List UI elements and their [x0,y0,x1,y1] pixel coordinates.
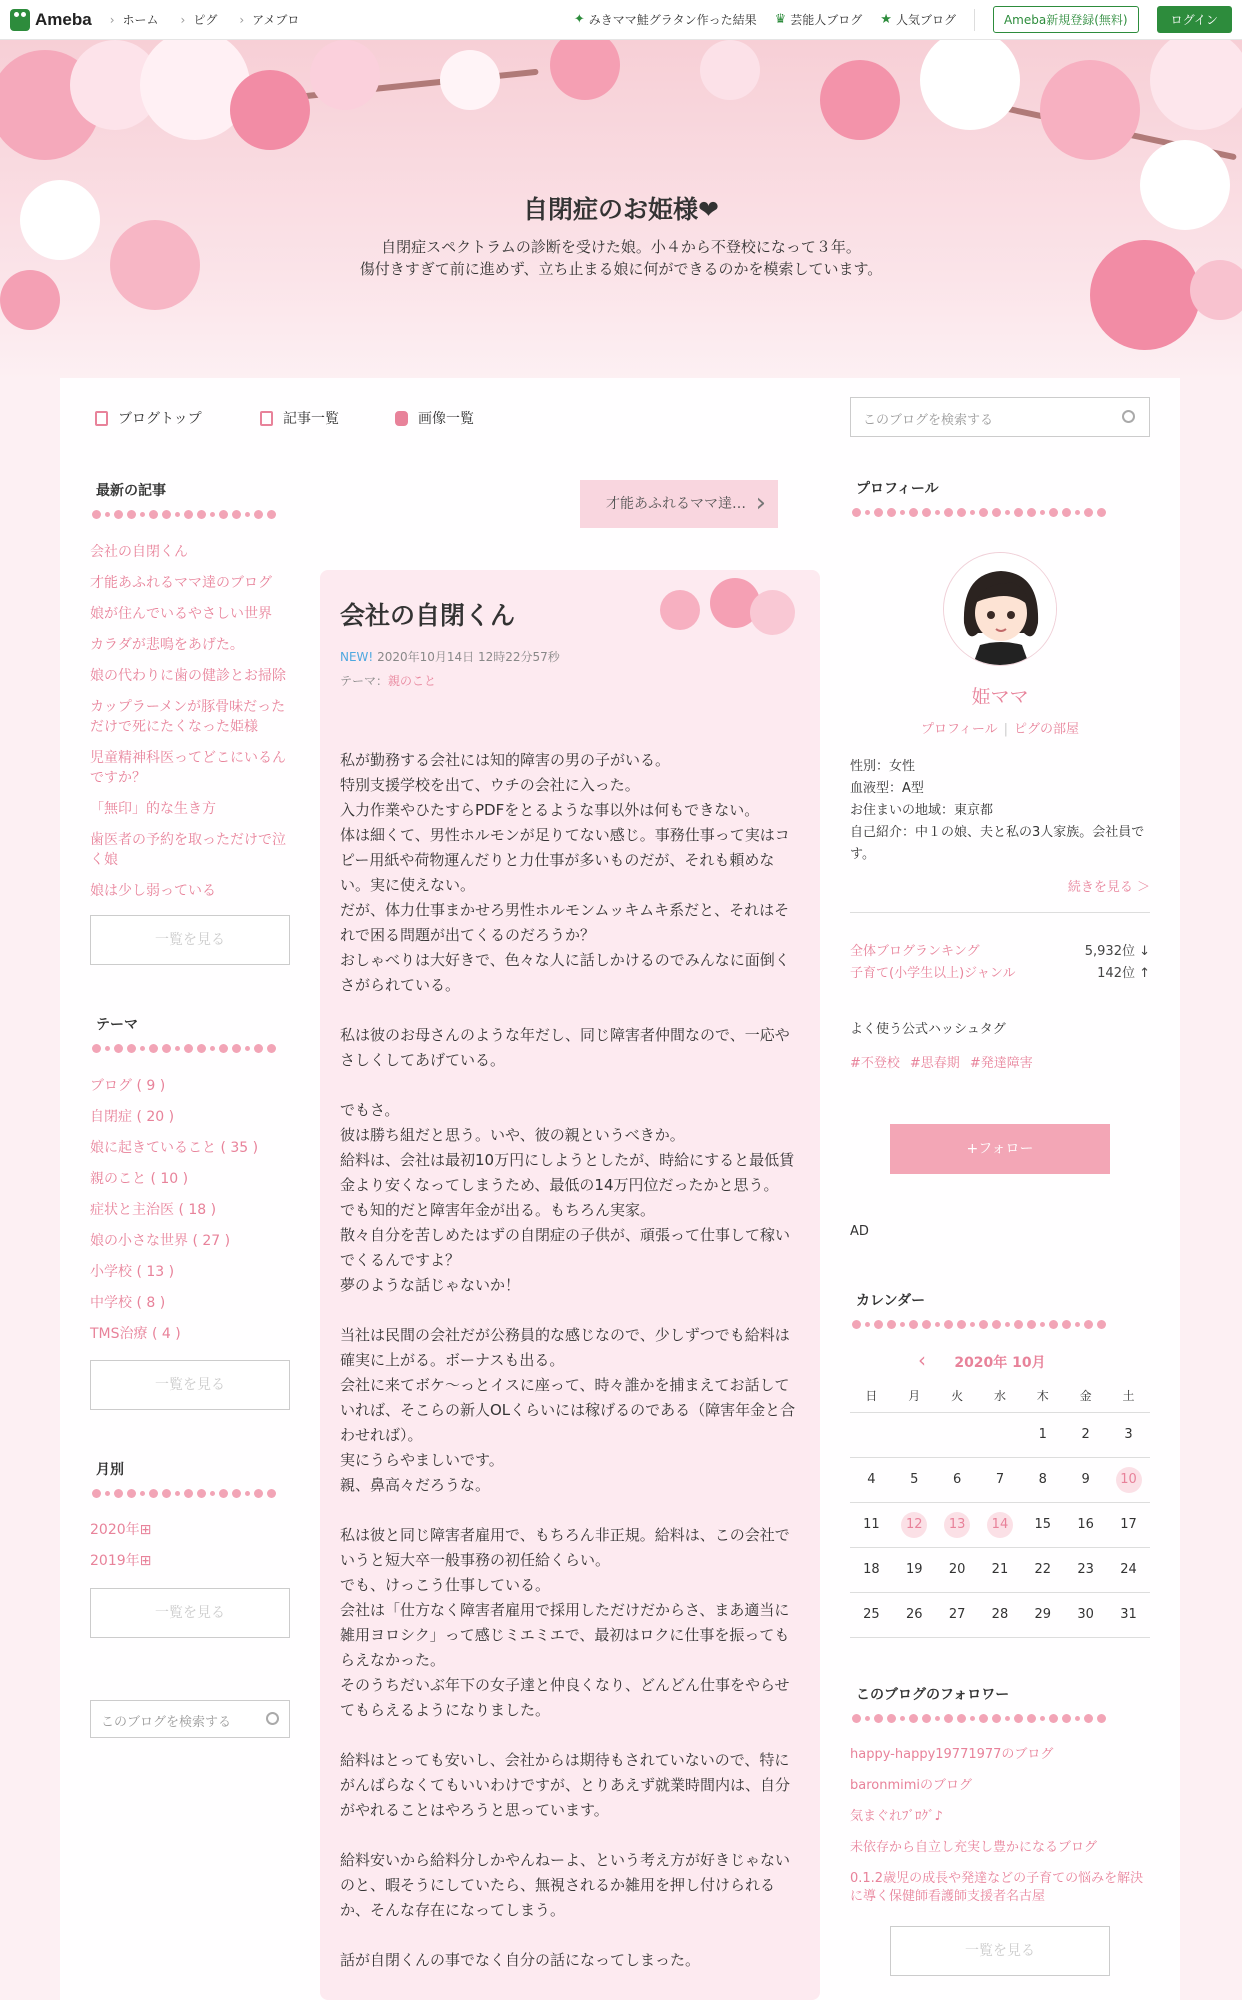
article-paragraph: 給料はとっても安いし、会社からは期待もされていないので、特にがんばらなくてもいいわけですが、とりあえず就業時間内は、自分がやれることはやろうと思っています。 [340,1751,791,1819]
article-title[interactable]: 会社の自閉くん [340,601,516,630]
calendar-cell [936,1457,979,1502]
blog-description-line: 自閉症スペクトラムの診断を受けた娘。小４から不登校になって３年。 [381,238,861,256]
theme-list [90,1076,295,1355]
calendar-day [901,1420,927,1446]
avatar-illustration [944,553,1057,666]
calendar-day [987,1420,1013,1446]
year-link[interactable]: 2019年⊞ [90,1553,152,1569]
calendar-cell [979,1502,1022,1547]
article-paragraph: 私は彼のお母さんのような年だし、同じ障害者仲間なので、一応やさしくしてあげている。 [340,1026,790,1069]
follower-list [850,1746,1150,1919]
weekday-header: 木 [1021,1380,1064,1412]
recent-post-link[interactable]: 「無印」的な生き方 [90,801,216,817]
blossom-decoration [660,590,700,630]
trend-link[interactable] [574,11,757,28]
ranking-row [850,962,1150,981]
camera-icon [395,411,408,426]
calendar-day[interactable]: 14 [987,1512,1013,1538]
calendar-cell [1064,1592,1107,1637]
calendar-cell [850,1412,893,1457]
sakura-divider [852,1711,1106,1725]
monthly-list [90,1520,295,1582]
calendar-cell [893,1412,936,1457]
article-paragraph: 当社は民間の会社だが公務員的な感じなので、少しずつでも給料は確実に上がる。ボーナスも出る。 会社に来てボケ〜っとイスに座って、時々誰かを捕まえてお話していれば、そこらの新人OLくらいには稼げるのである（障害年金と合わせれば）。 実にうらやましいです。 親、鼻高々だろうな。 [340,1326,796,1494]
calendar-week [850,1457,1150,1502]
blossom-decoration [1040,60,1140,160]
calendar-day: 11 [863,1516,880,1532]
weekday-header: 日 [850,1380,893,1412]
profile-info-line: 自己紹介：中１の娘、夫と私の3人家族。会社員です。 [850,825,1145,862]
popular-blog-link[interactable] [880,11,956,28]
calendar-day[interactable]: 12 [901,1512,927,1538]
ameba-logo[interactable] [10,9,92,31]
crown-icon: ♛ [774,12,787,27]
overall-ranking-link[interactable]: 全体ブログランキング [850,944,980,959]
hashtag-link[interactable]: #思春期 [909,1056,960,1071]
nav-article-list[interactable] [260,408,339,428]
calendar-title: カレンダー [856,1293,926,1309]
login-button[interactable]: ログイン [1157,6,1232,33]
calendar-cell [893,1502,936,1547]
recent-posts-list [90,542,295,912]
calendar-cell [1064,1547,1107,1592]
calendar-week [850,1592,1150,1637]
calendar-day: 22 [1034,1561,1052,1577]
calendar-day: 3 [1124,1426,1133,1442]
weekday-header: 火 [936,1380,979,1412]
divider [974,9,975,31]
calendar-cell [1064,1412,1107,1457]
calendar-month: 2020年 10月 [954,1355,1046,1371]
blossom-decoration [230,70,310,150]
hashtag-link[interactable]: #発達障害 [969,1056,1033,1071]
calendar-day: 9 [1081,1471,1090,1487]
nav-label: 画像一覧 [418,411,474,427]
profile-info [850,756,1150,866]
calendar-day: 30 [1077,1606,1094,1622]
profile-info-line: お住まいの地域：東京都 [850,803,994,818]
calendar-cell [1107,1502,1150,1547]
blossom-decoration [820,60,900,140]
article-paragraph: 給料安いから給料分しかやんねーよ、という考え方が好きじゃないのと、暇そうにしていたら、無視されるか雑用を押し付けられるか、そんな存在になってしまう。 [340,1851,791,1919]
avatar[interactable] [943,552,1057,666]
calendar-day: 28 [991,1606,1009,1622]
calendar-day: 19 [905,1561,923,1577]
calendar-cell [936,1547,979,1592]
calendar-day: 5 [910,1471,919,1487]
follower-link[interactable]: happy-happy19771977のブログ [850,1747,1054,1762]
calendar-day: 15 [1034,1516,1052,1532]
year-link[interactable]: 2020年⊞ [90,1522,152,1538]
breadcrumb-pigg[interactable]: › ピグ [181,11,218,28]
calendar-cell [1021,1412,1064,1457]
monthly-title: 月別 [96,1462,124,1478]
search-icon[interactable] [266,1712,279,1725]
sparkle-icon: ✦ [573,12,585,27]
weekday-header: 月 [893,1380,936,1412]
calendar-day: 31 [1120,1606,1137,1622]
blossom-decoration [440,50,500,110]
calendar-day: 7 [995,1471,1005,1487]
theme-link[interactable]: 症状と主治医 ( 18 ) [90,1202,217,1218]
copy-icon [260,411,273,426]
profile-info-line: 血液型：A型 [850,781,924,796]
calendar-day: 1 [1038,1426,1047,1442]
divider [850,912,1150,913]
profile-more-link[interactable]: 続きを見る ＞ [1067,880,1150,895]
calendar-cell [1107,1592,1150,1637]
followers-title: このブログのフォロワー [856,1687,1010,1703]
calendar-cell [1107,1412,1150,1457]
calendar-cell [936,1502,979,1547]
ranking-value: 142位 ↑ [1097,966,1150,981]
sidebar-search-input[interactable] [90,1700,290,1738]
theme-link[interactable]: TMS治療 ( 4 ) [90,1326,181,1342]
blossom-decoration [310,40,380,110]
calendar-day: 24 [1120,1561,1137,1577]
calendar-cell [979,1592,1022,1637]
breadcrumb [110,11,300,28]
pigg-room-link[interactable]: ピグの部屋 [1014,722,1080,737]
recent-posts-title: 最新の記事 [96,483,166,499]
followers-more-button[interactable]: 一覧を見る [890,1926,1110,1976]
profile-name[interactable]: 姫ママ [971,686,1029,708]
sakura-divider [852,505,1106,519]
article-date: 2020年10月14日 12時22分57秒 [377,650,560,664]
breadcrumb-home[interactable]: › ホーム [110,11,159,28]
theme-link[interactable]: 自閉症 ( 20 ) [90,1109,175,1125]
calendar-body [850,1412,1150,1637]
calendar-cell [1107,1457,1150,1502]
ad-label: AD [850,1224,869,1239]
recent-more-button[interactable]: 一覧を見る [90,915,290,965]
blossom-decoration [700,40,760,100]
recent-post-link[interactable]: 児童精神科医ってどこにいるんですか？ [90,750,286,786]
calendar-table [850,1380,1150,1638]
nav-blog-top[interactable] [95,408,202,428]
calendar-cell [1107,1547,1150,1592]
blog-header [0,40,1242,380]
nav-image-list[interactable] [395,408,474,428]
calendar-day: 25 [863,1606,880,1622]
divider: | [1003,722,1009,737]
calendar-cell [936,1412,979,1457]
weekday-header: 水 [979,1380,1022,1412]
theme-prefix: テーマ： [340,674,389,688]
calendar-day: 8 [1038,1471,1047,1487]
calendar-cell [850,1592,893,1637]
recent-post-link[interactable]: 会社の自閉くん [90,544,188,560]
theme-link[interactable]: 娘の小さな世界 ( 27 ) [90,1233,231,1249]
genre-ranking-link[interactable]: 子育て(小学生以上)ジャンル [850,966,1016,981]
nav-label: ブログトップ [118,411,202,427]
calendar-cell [850,1502,893,1547]
theme-link[interactable]: 親のこと ( 10 ) [90,1171,189,1187]
article-body [340,748,800,1998]
blossom-decoration [750,590,795,635]
calendar-cell [1064,1457,1107,1502]
hashtag-link[interactable]: #不登校 [850,1056,900,1071]
calendar-day[interactable]: 13 [944,1512,970,1538]
calendar-cell [893,1457,936,1502]
article-paragraph: でもさ。 彼は勝ち組だと思う。いや、彼の親というべきか。 給料は、会社は最初10万円にしようとしたが、時給にすると最低賃金より安くなってしまうため、最低の14万円位だったかと思う。 でも知的だと障害年金が出る。もちろん実家。 散々自分を苦しめたはずの自閉症の子供が、頑張って仕事して稼いでくるんですよ？ 夢のような話じゃないか！ [340,1101,795,1294]
calendar-day: 16 [1077,1516,1094,1532]
recent-post-link[interactable]: カラダが悲鳴をあげた。 [90,637,244,653]
calendar-week [850,1547,1150,1592]
weekday-header: 金 [1064,1380,1107,1412]
monthly-more-button[interactable]: 一覧を見る [90,1588,290,1638]
calendar-day: 4 [867,1471,876,1487]
sakura-divider [92,507,276,521]
document-icon [95,411,108,426]
calendar-cell [1021,1592,1064,1637]
profile-link[interactable]: プロフィール [920,722,998,737]
profile-links [850,718,1150,737]
profile-title: プロフィール [856,481,939,497]
celebrity-blog-label: 芸能人ブログ [790,13,863,27]
hashtag-list [850,1052,1033,1071]
calendar-day: 17 [1120,1516,1137,1532]
theme-title: テーマ [96,1017,138,1033]
ranking-value: 5,932位 ↓ [1084,944,1150,959]
calendar-cell [850,1457,893,1502]
calendar-day: 20 [948,1561,966,1577]
calendar-cell [850,1547,893,1592]
blog-title[interactable]: 自閉症のお姫様❤ [523,195,719,224]
calendar-day: 21 [991,1561,1009,1577]
hashtag-title: よく使う公式ハッシュタグ [850,1022,1006,1037]
search-placeholder: このブログを検索する [101,1715,232,1730]
calendar-day: 18 [863,1561,880,1577]
trend-link-label: みきママ鮭グラタン作った結果 [588,13,757,27]
recent-post-link[interactable]: 才能あふれるママ達のブログ [90,575,272,591]
calendar-week [850,1412,1150,1457]
calendar-day: 26 [905,1606,923,1622]
global-header [0,0,1242,40]
article-paragraph: 私が勤務する会社には知的障害の男の子がいる。 特別支援学校を出て、ウチの会社に入った。 入力作業やひたすらPDFをとるような事以外は何もできない。 体は細くて、男性ホルモンが足りてない感じ。事務仕事って実はコピー用紙や荷物運んだりと力仕事が多いものだが、それも頼めない。実に使えない。 だが、体力仕事まかせろ男性ホルモンムッキムキ系だと、それはそれで困る問題が出てくるのだろうか？ おしゃべりは大好きで、色々な人に話しかけるのでみんなに面倒くさがられている。 [340,751,790,994]
ranking-row [850,940,1150,959]
article-theme [340,672,436,689]
theme-link[interactable]: 娘に起きていること ( 35 ) [90,1140,259,1156]
follower-link[interactable]: 気まぐれﾌﾞﾛｸﾞ♪ [850,1809,943,1824]
prev-article-button[interactable]: 才能あふれるママ達… › [580,480,778,528]
calendar-prev-button[interactable]: ‹ [918,1348,926,1372]
calendar-day[interactable]: 10 [1116,1467,1142,1493]
article-theme-link[interactable]: 親のこと [388,674,437,688]
calendar-day: 29 [1034,1606,1052,1622]
sakura-divider [92,1486,276,1500]
recent-post-link[interactable]: 娘が住んでいるやさしい世界 [90,606,272,622]
theme-link[interactable]: 中学校 ( 8 ) [90,1295,166,1311]
blog-description [0,236,1242,280]
nav-label: 記事一覧 [283,411,339,427]
calendar-day: 23 [1077,1561,1094,1577]
profile-info-line: 性別：女性 [850,759,916,774]
star-icon: ★ [880,12,892,27]
article-meta [340,648,560,665]
ameba-frog-icon [10,9,30,31]
search-placeholder: このブログを検索する [863,413,994,428]
article-paragraph: 話が自閉くんの事でなく自分の話になってしまった。 [340,1951,701,1969]
calendar-cell [936,1592,979,1637]
search-icon[interactable] [1122,410,1135,423]
theme-link[interactable]: ブログ ( 9 ) [90,1078,166,1094]
calendar-cell [893,1592,936,1637]
calendar-cell [1021,1547,1064,1592]
calendar-cell [893,1547,936,1592]
breadcrumb-ameblo[interactable]: › アメブロ [239,11,299,28]
theme-more-button[interactable]: 一覧を見る [90,1360,290,1410]
calendar-cell [1064,1502,1107,1547]
calendar-day: 27 [948,1606,966,1622]
sakura-divider [852,1317,1106,1331]
calendar-week [850,1502,1150,1547]
recent-post-link[interactable]: 娘は少し弱っている [90,883,216,899]
recent-post-link[interactable]: 娘の代わりに歯の健診とお掃除 [90,668,286,684]
calendar-day [858,1420,884,1446]
blossom-decoration [1150,40,1242,130]
theme-link[interactable]: 小学校 ( 13 ) [90,1264,175,1280]
follower-link[interactable]: 0.1.2歳児の成長や発達などの子育ての悩みを解決に導く保健師看護師支援者名古屋 [850,1871,1144,1904]
recent-post-link[interactable]: カップラーメンが豚骨味だっただけで死にたくなった姫様 [90,699,286,735]
calendar-cell [1021,1502,1064,1547]
blog-description-line: 傷付きすぎて前に進めず、立ち止まる娘に何ができるのかを模索しています。 [359,260,883,278]
celebrity-blog-link[interactable] [775,11,863,28]
logo-text: Ameba [35,9,92,29]
blog-search-input[interactable] [850,397,1150,437]
blossom-decoration [920,40,1020,130]
calendar-cell [979,1547,1022,1592]
calendar-day: 6 [952,1471,962,1487]
sakura-divider [92,1041,276,1055]
popular-blog-label: 人気ブログ [895,13,956,27]
calendar-cell [979,1457,1022,1502]
blossom-decoration [550,40,620,100]
register-button[interactable]: Ameba新規登録(無料) [993,6,1139,33]
calendar-day [944,1420,970,1446]
calendar-cell [979,1412,1022,1457]
calendar-day: 2 [1081,1426,1090,1442]
recent-post-link[interactable]: 歯医者の予約を取っただけで泣く娘 [90,832,286,868]
follow-button[interactable]: +フォロー [890,1124,1110,1174]
article-paragraph: 私は彼と同じ障害者雇用で、もちろん非正規。給料は、この会社でいうと短大卒一般事務の初任給くらい。 でも、けっこう仕事している。 会社は「仕方なく障害者雇用で採用しただけだからさ、まあ適当に雑用ヨロシク」って感じミエミエで、最初はロクに仕事を振ってもらえなかった。 そのうちだいぶ年下の女子達と仲良くなり、どんどん仕事をやらせてもらえるようになりました。 [340,1526,790,1719]
follower-link[interactable]: baronmimiのブログ [850,1778,973,1793]
calendar-cell [1021,1457,1064,1502]
new-badge: NEW! [340,650,374,664]
weekday-header: 土 [1107,1380,1150,1412]
follower-link[interactable]: 未依存から自立し充実し豊かになるブログ [850,1840,1098,1855]
